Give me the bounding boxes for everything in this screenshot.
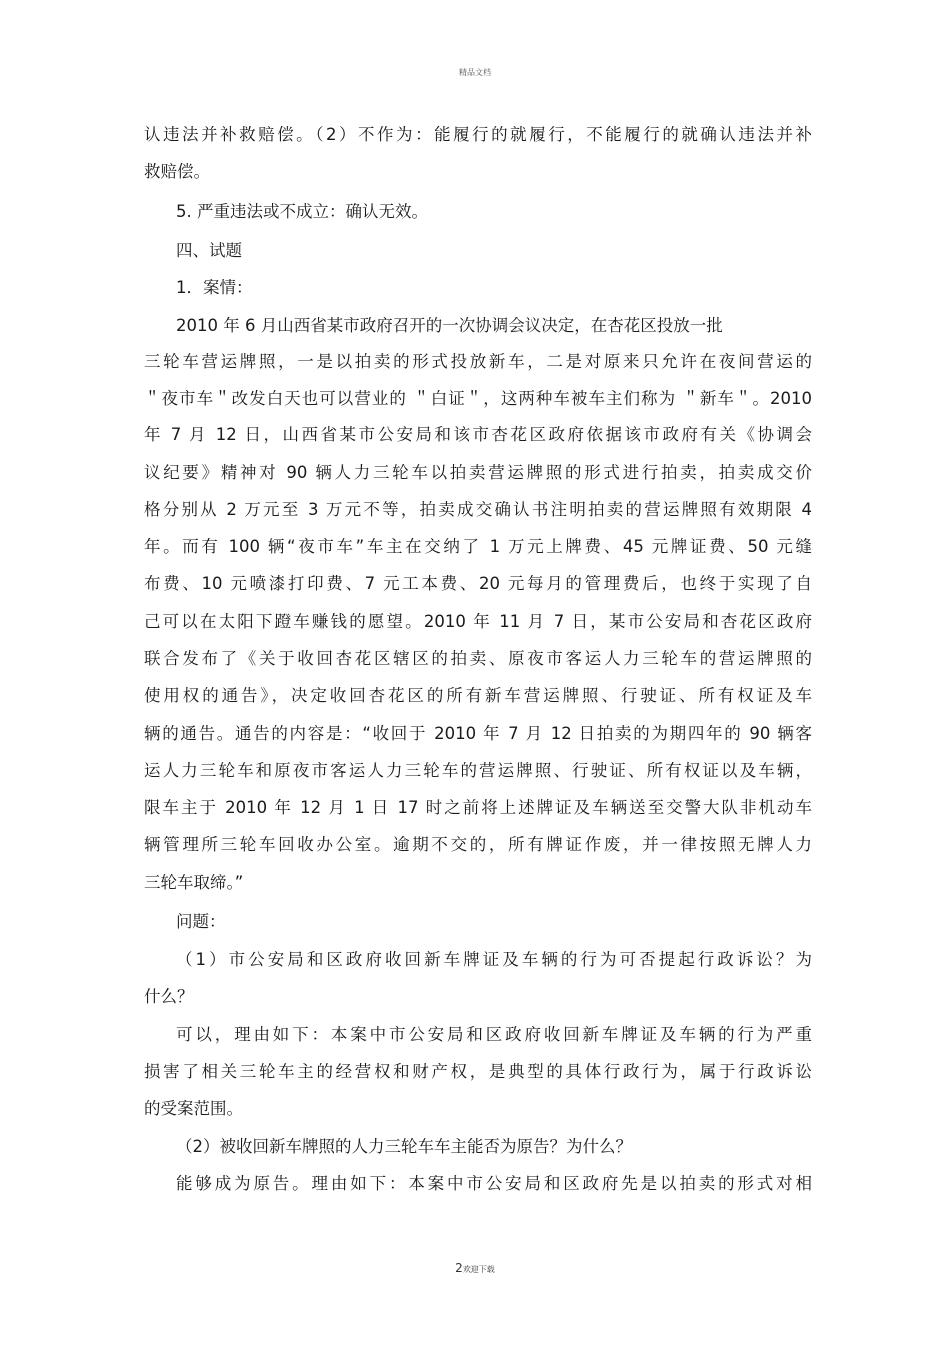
text-line: 运人力三轮车和原夜市客运人力三轮车的营运牌照、行驶证、所有权证以及车辆，: [144, 761, 812, 780]
text-line: 三轮车取缔。”: [144, 873, 244, 892]
question-text: 什么？: [144, 987, 194, 1006]
page-header-label: 精品文档: [459, 68, 491, 77]
answer-text: 可以，理由如下：本案中市公安局和区政府收回新车牌证及车辆的行为严重: [176, 1025, 812, 1044]
page-number: 2: [455, 1261, 463, 1275]
text-line: 2010 年 6 月山西省某市政府召开的一次协调会议决定，在杏花区投放一批: [176, 316, 723, 335]
text-line: 议纪要》精神对 90 辆人力三轮车以拍卖营运牌照的形式进行拍卖，拍卖成交价: [144, 463, 812, 482]
page-footer: [0, 1261, 950, 1275]
text-line: 辆的通告。通告的内容是：“收回于 2010 年 7 月 12 日拍卖的为期四年的 90 辆客: [144, 724, 812, 743]
question-text: （1）市公安局和区政府收回新车牌证及车辆的行为可否提起行政诉讼？为: [176, 950, 812, 969]
text-line: 使用权的通告》，决定收回杏花区的所有新车营运牌照、行驶证、所有权证及车: [144, 686, 812, 705]
text-line: 救赔偿。: [144, 162, 210, 181]
text-line: 格分别从 2 万元至 3 万元不等，拍卖成交确认书注明拍卖的营运牌照有效期限 4: [144, 500, 812, 519]
text-line: 限车主于 2010 年 12 月 1 日 17 时之前将上述牌证及车辆送至交警大队非机动车: [144, 798, 812, 817]
answer-text: 的受案范围。: [144, 1099, 243, 1118]
answer-text: 能够成为原告。理由如下：本案中市公安局和区政府先是以拍卖的形式对相: [176, 1174, 812, 1193]
text-line: 辆管理所三轮车回收办公室。逾期不交的，所有牌证作废，并一律按照无牌人力: [144, 835, 812, 854]
text-line: 认违法并补救赔偿。（2）不作为：能履行的就履行，不能履行的就确认违法并补: [144, 125, 812, 144]
section-heading: 四、试题: [176, 241, 242, 260]
text-line: 三轮车营运牌照，一是以拍卖的形式投放新车，二是对原来只允许在夜间营运的: [144, 352, 812, 371]
text-line: 联合发布了《关于收回杏花区辖区的拍卖、原夜市客运人力三轮车的营运牌照的: [144, 649, 812, 668]
text-line: 己可以在太阳下蹬车赚钱的愿望。2010 年 11 月 7 日，某市公安局和杏花区政府: [144, 612, 812, 631]
text-line: 年。而有 100 辆“夜市车”车主在交纳了 1 万元上牌费、45 元牌证费、50 元缝: [144, 537, 812, 556]
subsection-heading: 1．案情：: [176, 278, 253, 297]
text-line: 年 7 月 12 日，山西省某市公安局和该市杏花区政府依据该市政府有关《协调会: [144, 425, 812, 444]
question-heading: 问题：: [176, 912, 226, 931]
footer-label: 欢迎下载: [462, 1265, 495, 1274]
text-line: 5. 严重违法或不成立：确认无效。: [176, 202, 428, 221]
question-text: （2）被收回新车牌照的人力三轮车车主能否为原告？为什么？: [176, 1137, 632, 1156]
text-line: ＂夜市车＂改发白天也可以营业的 ＂白证＂，这两种车被车主们称为 ＂新车＂。2010: [144, 389, 812, 408]
text-line: 布费、10 元喷漆打印费、7 元工本费、20 元每月的管理费后，也终于实现了自: [144, 574, 812, 593]
answer-text: 损害了相关三轮车主的经营权和财产权，是典型的具体行政行为，属于行政诉讼: [144, 1062, 812, 1081]
